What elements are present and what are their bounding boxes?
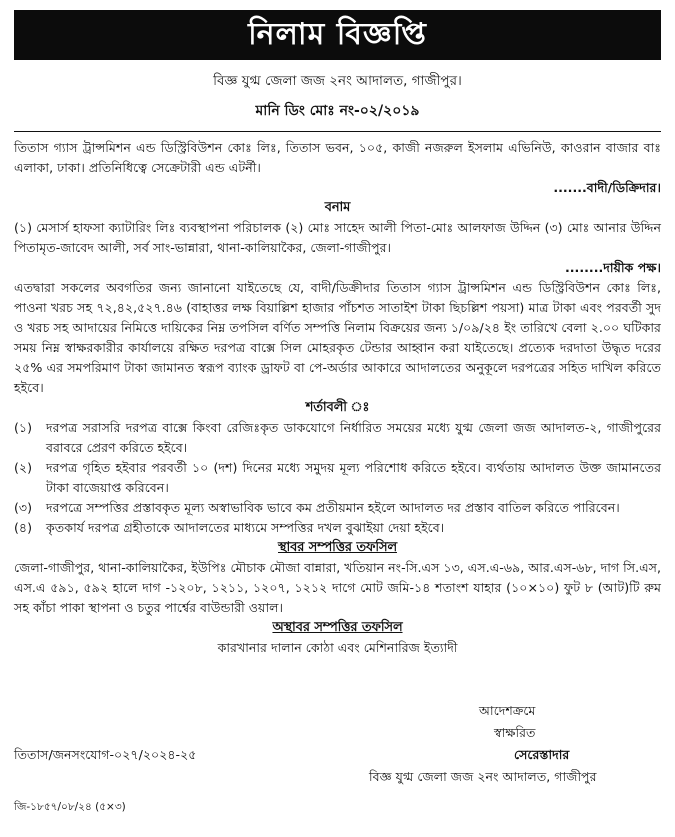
condition-text: দরপত্র সরাসরি দরপত্র বাক্সে কিংবা রেজিঃকৃত ডাকযোগে নির্ধারিত সময়ের মধ্যে যুগ্ম জেলা জজ আদালত-২, গাজীপুরের বরাবরে প্রেরণ করিতে হইবে। bbox=[46, 420, 661, 455]
condition-text: দরপত্রে সম্পত্তির প্রস্তাবকৃত মূল্য অস্বাভাবিক ভাবে কম প্রতীয়মান হইলে আদালত দর প্রস্তাব বাতিল করিতে পারিবেন। bbox=[46, 500, 620, 515]
condition-number: (৩) bbox=[14, 500, 33, 515]
plaintiff-role: .......বাদী/ডিক্রিদার। bbox=[553, 180, 661, 195]
condition-text: কৃতকার্য দরপত্র গ্রহীতাকে আদালতের মাধ্যমে সম্পত্তির দখল বুঝাইয়া দেয়া হইবে। bbox=[46, 520, 445, 535]
signature-block bbox=[369, 700, 669, 788]
reference-number: তিতাস/জনসংযোগ-০২৭/২০২৪-২৫ bbox=[14, 747, 197, 762]
divider bbox=[14, 131, 661, 132]
condition-item bbox=[14, 498, 661, 518]
condition-item bbox=[14, 458, 661, 498]
notice-body: এতদ্বারা সকলের অবগতির জন্য জানানো যাইতেছে যে, বাদী/ডিক্রীদার তিতাস গ্যাস ট্রান্সমিশন এন্ড ডিস্ট্রিবিউশন কোঃ লিঃ, পাওনা খরচ সহ ৭২,৪২,৫২৭.৪৬ (বাহাত্তর লক্ষ বিয়াল্লিশ হাজার পাঁচশত সাতাইশ টাকা ছিচল্লিশ পয়সা) মাত্র টাকা এবং পরবর্তী সুদ ও খরচ সহ আদায়ের নিমিত্তে দায়িকের নিম্ন তপসিল বর্ণিত সম্পত্তি নিলাম বিক্রয়ের জন্য ১/০৯/২৪ ইং তারিখে বেলা ২.০০ ঘটিকার সময় নিম্ন স্বাক্ষরকারীর কার্যালয়ে রক্ষিত দরপত্র বাক্সে সিল মোহরকৃত টেন্ডার আহ্বান করা যাইতেছে। প্রত্যেক দরদাতা উদ্ধৃত দরের ২৫% এর সমপরিমাণ টাকা জামানত স্বরূপ ব্যাংক ড্রাফট বা পে-অর্ডার আকারে আদালতের অনুকূলে দরপত্রের সহিত দাখিল করিতে হইবে। bbox=[14, 280, 661, 395]
versus-heading: বনাম bbox=[324, 200, 351, 215]
movable-text: কারখানার দালান কোঠা এবং মেশিনারিজ ইত্যাদী bbox=[217, 640, 458, 655]
signatory-title: সেরেস্তাদার bbox=[514, 747, 570, 762]
order-line: আদেশক্রমে bbox=[479, 703, 536, 718]
condition-text: দরপত্র গৃহিত হইবার পরবর্তী ১০ (দশ) দিনের মধ্যে সমুদয় মূল্য পরিশোধ করিতে হইবে। ব্যর্থতায় আদালত উক্ত জামানতের টাকা বাজেয়াপ্ত করিবেন। bbox=[46, 460, 661, 495]
court-name: বিজ্ঞ যুগ্ম জেলা জজ ২নং আদালত, গাজীপুর। bbox=[213, 73, 462, 89]
plaintiff-text: তিতাস গ্যাস ট্রান্সমিশন এন্ড ডিস্ট্রিবিউশন কোঃ লিঃ, তিতাস ভবন, ১০৫, কাজী নজরুল ইসলাম এভিনিউ, কাওরান বাজার বাঃ এলাকা, ঢাকা। প্রতিনিধিত্বে সেক্রেটারী এন্ড এটর্নী। bbox=[14, 140, 661, 175]
signed-line: স্বাক্ষরিত bbox=[494, 725, 536, 740]
signatory-court: বিজ্ঞ যুগ্ম জেলা জজ ২নং আদালত, গাজীপুর bbox=[369, 769, 597, 784]
condition-number: (৪) bbox=[14, 520, 32, 535]
defendants-text: (১) মেসার্স হাফসা ক্যাটারিং লিঃ ব্যবস্থাপনা পরিচালক (২) মোঃ সাহেদ আলী পিতা-মোঃ আলফাজ উদ্দিন (৩) মোঃ আনার উদ্দিন পিতামৃত-জাবেদ আলী, সর্ব সাং-ভান্নারা, থানা-কালিয়াকৈর, জেলা-গাজীপুর। bbox=[14, 220, 661, 255]
movable-heading: অস্থাবর সম্পত্তির তফসিল bbox=[272, 620, 403, 635]
condition-item bbox=[14, 518, 661, 538]
case-number: মানি ডিং মোঃ নং-০২/২০১৯ bbox=[255, 103, 420, 119]
condition-number: (২) bbox=[14, 460, 33, 475]
condition-item bbox=[14, 418, 661, 458]
condition-number: (১) bbox=[14, 420, 32, 435]
immovable-heading: স্থাবর সম্পত্তির তফসিল bbox=[278, 540, 397, 555]
defendant-role: ........দায়ীক পক্ষ। bbox=[564, 260, 661, 275]
conditions-heading: শর্তাবলী ঃ bbox=[305, 400, 370, 415]
print-code: জি-১৮৫৭/০৮/২৪ (৫×৩) bbox=[14, 801, 126, 813]
notice-title: নিলাম বিজ্ঞপ্তি bbox=[14, 10, 661, 60]
immovable-text: জেলা-গাজীপুর, থানা-কালিয়াকৈর, ইউপিঃ মৌচাক মৌজা বান্নারা, খতিয়ান নং-সি.এস ১৩, এস.এ-৬৯, আর.এস-৬৮, দাগ সি.এস, এস.এ ৫৯১, ৫৯২ হালে দাগ -১২০৮, ১২১১, ১২০৭, ১২১২ দাগে মোট জমি-১৪ শতাংশ যাহার (১০×১০) ফুট ৮ (আট)টি রুম সহ কাঁচা পাকা স্থাপনা ও চতুর পার্শ্বের বাউন্ডারী ওয়াল। bbox=[14, 560, 661, 615]
